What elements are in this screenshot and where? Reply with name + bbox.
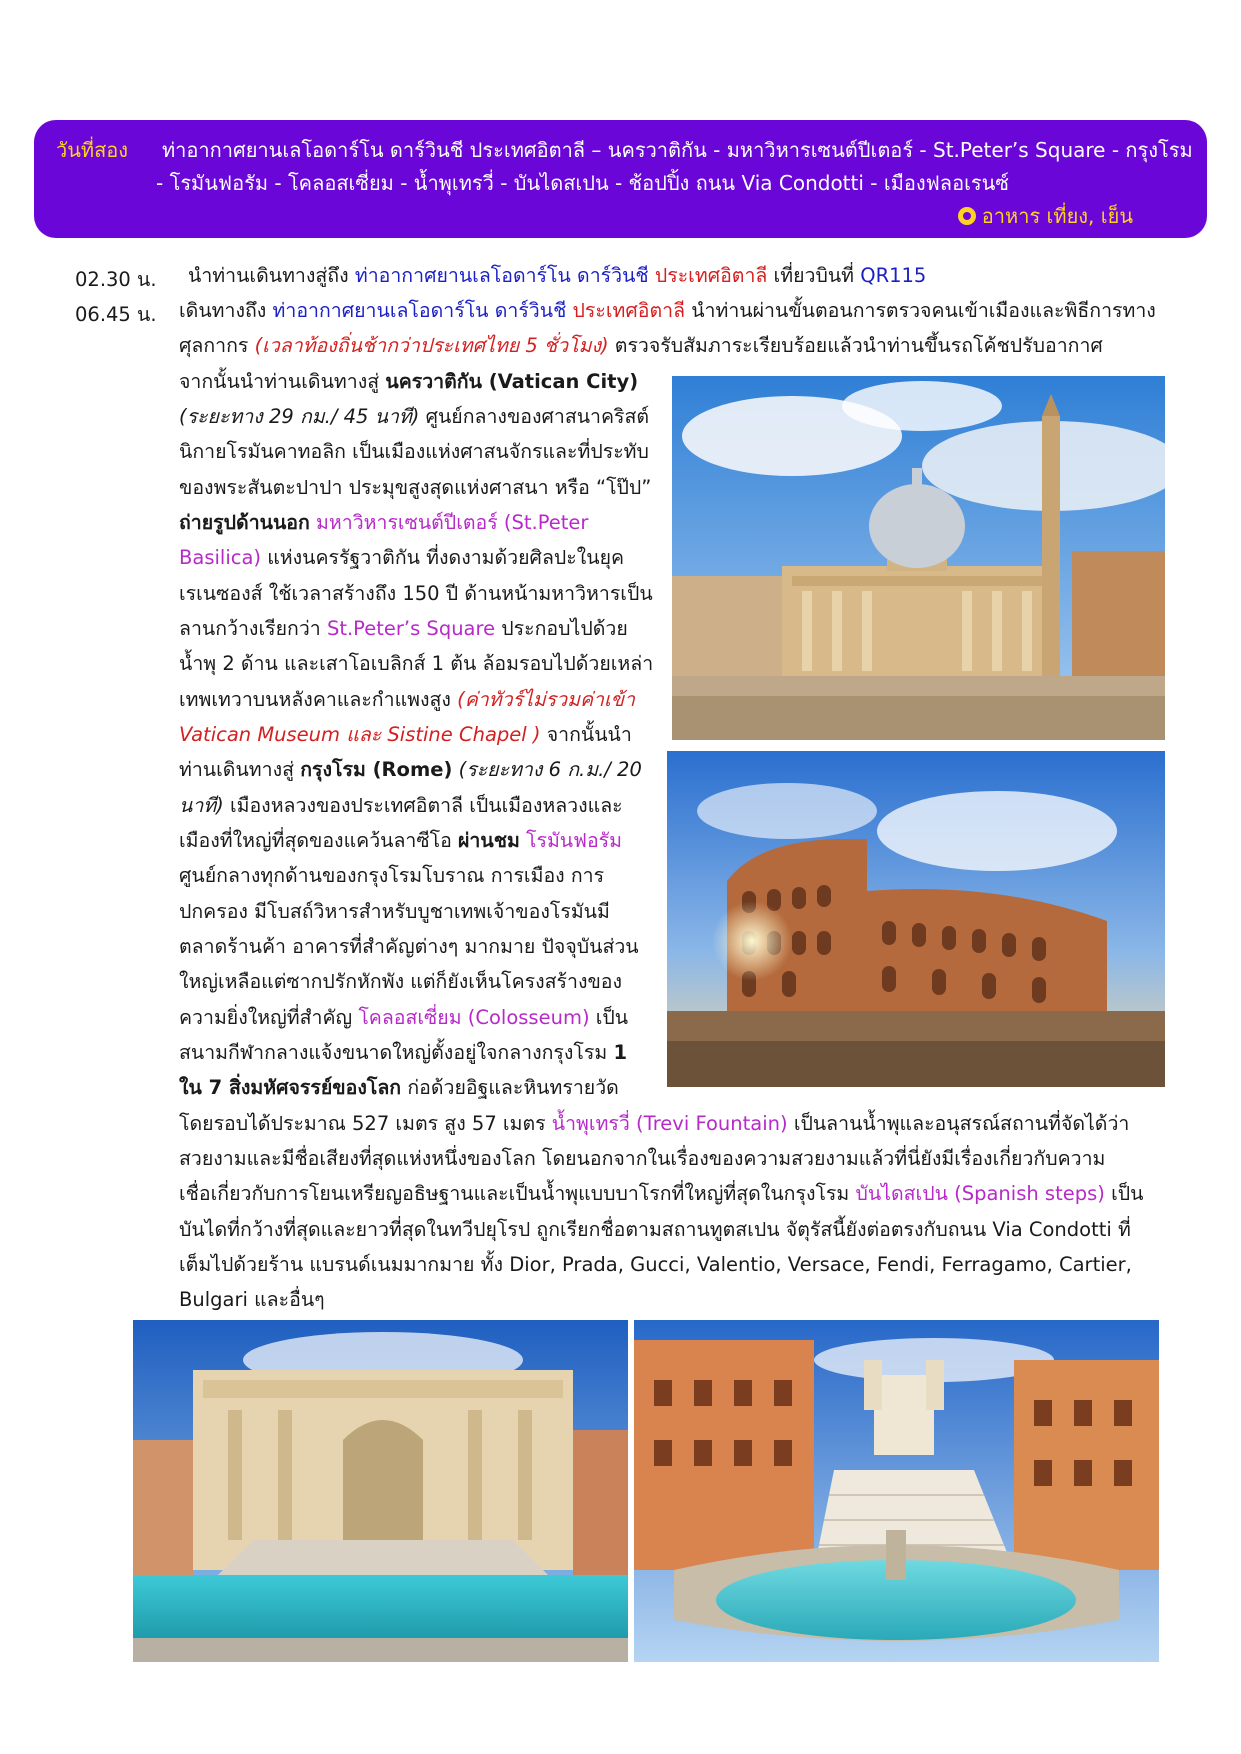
tour-note: (ค่าทัวร์ไม่รวมค่าเข้า [457,688,635,711]
body-line: Vatican Museum และ Sistine Chapel ) จากนั้นนำ [179,723,632,746]
body-line: สวยงามและมีชื่อเสียงที่สุดแห่งหนึ่งของโลก โดยนอกจากในเรื่องของความสวยงามแล้วที่นี่ยังมีเรื่องเกี่ยวกับความ [179,1147,1106,1170]
route-line-1: ท่าอากาศยานเลโอดาร์โน ดาร์วินชี ประเทศอิตาลี – นครวาติกัน - มหาวิหารเซนต์ปีเตอร์ - St.Peter’s Square - กรุงโรม [162,138,1193,162]
trevi-fountain-photo [133,1320,628,1662]
body-line: จากนั้นนำท่านเดินทางสู่ นครวาติกัน (Vatican City) [179,370,639,393]
body-line: น้ำพุ 2 ด้าน และเสาโอเบลิกส์ 1 ต้น ล้อมรอบไปด้วยเหล่า [179,652,654,675]
body-line: สนามกีฬากลางแจ้งขนาดใหญ่ตั้งอยู่ใจกลางกรุงโรม 1 [179,1041,628,1064]
item-line-0645-a [179,293,1156,328]
trevi-fountain: น้ำพุเทรวี่ (Trevi Fountain) [551,1112,788,1135]
vatican-city: นครวาติกัน (Vatican City) [385,370,639,393]
body-line: ลานกว้างเรียกว่า St.Peter’s Square ประกอบไปด้วย [179,617,628,640]
dish-icon [958,207,976,225]
item-text: นำท่านเดินทางสู่ถึง [188,264,349,287]
body-line: เรเนซองส์ ใช้เวลาสร้างถึง 150 ปี ด้านหน้ามหาวิหารเป็น [179,582,653,605]
body-line: ถ่ายรูปด้านนอก มหาวิหารเซนต์ปีเตอร์ (St.Peter [179,511,589,534]
body-line: เต็มไปด้วยร้าน แบรนด์เนมมากมาย ทั้ง Dior, Prada, Gucci, Valentio, Versace, Fendi, Ferragamo, Cartier, [179,1253,1132,1276]
route-line-2: - โรมันฟอรัม - โคลอสเซี่ยม - น้ำพุเทรวี่ - บันไดสเปน - ช้อปปิ้ง ถนน Via Condotti - เมืองฟลอเรนซ์ [156,171,1009,195]
st-peters-square: St.Peter’s Square [326,617,496,640]
body-line: นิกายโรมันคาทอลิก เป็นเมืองแห่งศาสนจักรและที่ประทับ [179,440,649,463]
st-peter-basilica: มหาวิหารเซนต์ปีเตอร์ (St.Peter [316,511,589,534]
rome: กรุงโรม (Rome) [300,758,453,781]
arrive-text: เดินทางถึง [179,299,267,322]
day-label: วันที่สอง [56,138,129,162]
body-line: ความยิ่งใหญ่ที่สำคัญ โคลอสเซี่ยม (Colosseum) เป็น [179,1006,629,1029]
body-line: Bulgari และอื่นๆ [179,1288,325,1311]
body-line: ปกครอง มีโบสถ์วิหารสำหรับบูชาเทพเจ้าของโรมันมี [179,900,610,923]
flight-label: เที่ยวบินที่ [773,264,855,287]
country-name: ประเทศอิตาลี [572,299,686,322]
item-text: นำท่านผ่านขั้นตอนการตรวจคนเข้าเมืองและพิธีการทาง [691,299,1156,322]
flight-number: QR115 [860,264,927,287]
item-text: ตรวจรับสัมภาระเรียบร้อยแล้วนำท่านขึ้นรถโค้ชปรับอากาศ [614,334,1103,357]
body-line: ใหญ่เหลือแต่ซากปรักหักพัง แต่ก็ยังเห็นโครงสร้างของ [179,970,623,993]
body-line: เมืองที่ใหญ่ที่สุดของแคว้นลาซีโอ ผ่านชม โรมันฟอรัม [179,829,622,852]
body-line: (ระยะทาง 29 กม./ 45 นาที) ศูนย์กลางของศาสนาคริสต์ [179,405,650,428]
roman-forum: โรมันฟอรัม [526,829,622,852]
item-line-0645-b [179,328,1103,363]
country-name: ประเทศอิตาลี [654,264,768,287]
item-line-0230 [188,258,926,293]
meal-info [958,200,1133,233]
time-0230: 02.30 น. [75,268,157,291]
body-line: บันไดที่กว้างที่สุดและยาวที่สุดในทวีปยุโรป ถูกเรียกชื่อตามสถานทูตสเปน จัตุรัสนี้ยังต่อตรงกับถนน Via Condotti ที่ [179,1218,1131,1241]
body-line: เชื่อเกี่ยวกับการโยนเหรียญอธิษฐานและเป็นน้ำพุแบบบาโรกที่ใหญ่ที่สุดในกรุงโรม บันไดสเปน (Spanish steps) เป็น [179,1182,1144,1205]
body-line: เทพเทวาบนหลังคาและกำแพงสูง (ค่าทัวร์ไม่รวมค่าเข้า [179,688,635,711]
timezone-note: (เวลาท้องถิ่นช้ากว่าประเทศไทย 5 ชั่วโมง) [254,334,609,357]
meal-text: อาหาร เที่ยง, เย็น [981,204,1133,228]
spanish-steps-photo [634,1320,1159,1662]
body-line: โดยรอบได้ประมาณ 527 เมตร สูง 57 เมตร น้ำพุเทรวี่ (Trevi Fountain) เป็นลานน้ำพุและอนุสรณ์สถานที่จัดได้ว่า [179,1112,1130,1135]
day-banner [34,120,1207,238]
body-line: ท่านเดินทางสู่ กรุงโรม (Rome) (ระยะทาง 6 ก.ม./ 20 [179,758,642,781]
body-line: ตลาดร้านค้า อาคารที่สำคัญต่างๆ มากมาย ปัจจุบันส่วน [179,935,639,958]
colosseum: โคลอสเซี่ยม (Colosseum) [358,1006,590,1029]
body-line: ศูนย์กลางทุกด้านของกรุงโรมโบราณ การเมือง การ [179,864,605,887]
spanish-steps: บันไดสเปน (Spanish steps) [855,1182,1105,1205]
body-line: นาที) เมืองหลวงของประเทศอิตาลี เป็นเมืองหลวงและ [179,794,623,817]
colosseum-photo [667,751,1165,1087]
body-line: ของพระสันตะปาปา ประมุขสูงสุดแห่งศาสนา หรือ “โป๊ป” [179,476,652,499]
time-0645: 06.45 น. [75,303,157,326]
customs-text: ศุลกากร [179,334,249,357]
airport-name: ท่าอากาศยานเลโอดาร์โน ดาร์วินชี [354,264,649,287]
st-peters-basilica-photo [672,376,1165,740]
body-line: Basilica) แห่งนครรัฐวาติกัน ที่งดงามด้วยศิลปะในยุค [179,546,625,569]
airport-name: ท่าอากาศยานเลโอดาร์โน ดาร์วินชี [272,299,567,322]
body-line: ใน 7 สิ่งมหัศจรรย์ของโลก ก่อด้วยอิฐและหินทรายวัด [179,1076,619,1099]
